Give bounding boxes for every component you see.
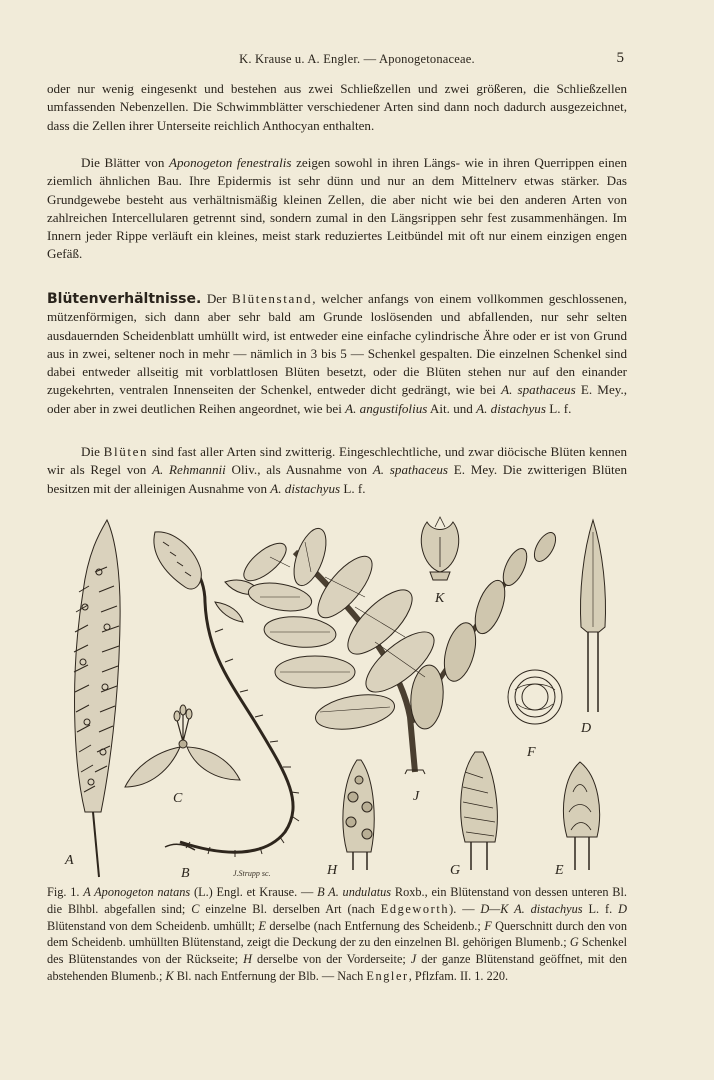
text-run: E. Mey., oder aber in zwei deutlichen Reihen angeordnet, wie bei: [47, 382, 627, 416]
species-name: Aponogeton natans: [90, 885, 191, 899]
figure-part-a: [74, 520, 120, 877]
text-run: (L.) Engl. et Krause. —: [190, 885, 318, 899]
author-name: Edgeworth: [380, 901, 450, 916]
text-run: Oliv., als Ausnahme von: [225, 462, 373, 478]
species-name: A. Rehmannii: [152, 462, 226, 478]
figure-label-a: A: [65, 853, 74, 868]
figure-label-c: C: [173, 791, 183, 806]
author-name: Engler: [366, 968, 409, 983]
caption-label: D: [618, 901, 627, 916]
text-run: Bl. nach Entfernung der Blb. — Nach: [173, 968, 367, 983]
text-run: L. f.: [545, 400, 572, 416]
paragraph-3: [47, 290, 627, 418]
species-name: Aponogeton fenestralis: [169, 155, 292, 170]
paragraph-4: [47, 443, 627, 498]
figure-label-f: F: [527, 745, 536, 760]
figure-label-k: K: [435, 591, 445, 606]
figure-part-f: [508, 670, 562, 724]
species-name: A. spathaceus: [372, 462, 448, 478]
caption-label: B: [317, 885, 325, 899]
caption-label: E: [258, 918, 266, 933]
figure-label-b: B: [181, 866, 190, 881]
figure-part-h: [343, 760, 374, 870]
figure-label-d: D: [581, 721, 592, 736]
spaced-term: Blütenstand: [232, 291, 313, 306]
figure-label-j: J: [413, 789, 420, 804]
text-run: Roxb., ein Blütenstand von dessen unteren Bl. die Blhbl. abgefallen sind;: [47, 885, 627, 916]
figure-part-k: [421, 517, 458, 580]
page-number: 5: [616, 50, 624, 66]
figure-label-e: E: [555, 863, 564, 878]
caption-label: D—K: [480, 901, 509, 916]
section-heading: Blütenverhältnisse.: [47, 291, 202, 307]
species-name: A. undulatus: [324, 885, 392, 899]
paragraph-1-text: oder nur wenig eingesenkt und bestehen aus zwei Schließzellen und zwei größeren, die Schließzellen umfassenden Nebenzellen. Die Schwimmblätter verschiedener Arten sind dann noch dadurch ausgezeichnet, dass die Zellen ihrer Unterseite reichlich Anthocyan enthalten.: [47, 81, 627, 133]
text-run: Querschnitt durch den von dem Scheidenb. umhüllten Blütenstand, zeigt die Deckung der zu den einzelnen Bl. gehörigen Blumenb.;: [47, 918, 627, 950]
species-name: A. distachyus: [270, 480, 341, 496]
figure-part-g: [461, 752, 498, 870]
text-run: L. f.: [582, 901, 619, 916]
text-run: der ganze Blütenstand geöffnet, mit den abstehenden Blumenb.;: [47, 952, 627, 983]
species-name: A. distachyus: [508, 901, 583, 916]
text-run: , welcher anfangs von einem vollkommen geschlossenen, mützenförmigen, sich dann aber sehr bald am Grunde loslösenden und abfallenden, nur sehr selten ausdauernden Scheidenblatt umhüllt wird, ist entweder eine einfache cylindrische Ähre oder er ist von Grund aus in zwei, seltener noch in mehr — nämlich in 3 bis 5 — Schenkel gespalten. Die einzelnen Schenkel sind dabei entweder allseitig mit vorblattlosen Blüten besetzt, oder die Blüten stehen nur auf den einander zugekehrten, ventralen Innenseiten der Schenkel, entweder dicht gedrängt, wie bei: [47, 291, 627, 398]
caption-label: H: [243, 952, 253, 967]
species-name: A. spathaceus: [501, 382, 576, 398]
spaced-term: Blüten: [103, 444, 149, 459]
text-run: ). —: [449, 901, 481, 916]
text-run: Der: [201, 291, 233, 306]
figure-caption: [47, 884, 627, 985]
caption-label: A: [83, 885, 91, 899]
caption-label: G: [569, 935, 579, 950]
figure-part-j: [238, 524, 560, 774]
text-run: derselbe von der Vorderseite;: [252, 952, 411, 967]
text-run: Die Blätter von: [81, 155, 170, 170]
figure-illustration: [55, 512, 615, 882]
species-name: A. angustifolius: [345, 400, 428, 416]
caption-label: C: [191, 901, 200, 916]
paragraph-1: [47, 80, 627, 135]
text-run: Ait. und: [427, 400, 477, 416]
text-run: Die: [81, 444, 104, 459]
text-run: sind fast aller Arten sind zwitterig. Eingeschlechtliche, und zwar diöcische Blüten kennen wir als Regel von: [47, 444, 627, 478]
caption-label: F: [484, 918, 492, 933]
caption-label: K: [165, 968, 174, 983]
text-run: einzelne Bl. derselben Art (nach: [199, 901, 381, 916]
figure-number: Fig. 1.: [47, 885, 84, 899]
text-run: Schenkel des Blütenstandes von der Rückseite;: [47, 935, 627, 967]
caption-label: J: [410, 952, 417, 967]
figure-part-b: [154, 532, 299, 857]
figure-label-g: G: [450, 863, 461, 878]
text-run: E. Mey. Die zwitterigen Blüten besitzen mit der alleinigen Ausnahme von: [47, 462, 628, 496]
species-name: A. distachyus: [476, 400, 546, 416]
text-run: derselbe (nach Entfernung des Scheidenb.;: [265, 918, 485, 933]
botanical-figure: [55, 512, 615, 882]
engraver-signature: J.Strupp sc.: [233, 869, 271, 878]
figure-part-e: [563, 762, 599, 870]
figure-label-h: H: [327, 863, 338, 878]
running-head: K. Krause u. A. Engler. — Aponogetonaceae.: [239, 52, 475, 66]
text-run: Blütenstand von dem Scheidenb. umhüllt;: [47, 918, 259, 933]
figure-part-d: [581, 520, 606, 712]
paragraph-2: [47, 154, 627, 264]
text-run: , Pflzfam. II. 1. 220.: [408, 968, 509, 983]
figure-part-c: [125, 705, 240, 787]
text-run: L. f.: [340, 480, 366, 496]
text-run: zeigen sowohl in ihren Längs- wie in ihren Querrippen einen ziemlich ähnlichen Bau. Ihre Epidermis ist sehr dünn und nur an dem Mittelnerv etwas stärker. Das Grundgewebe besteht aus verhältnismäßig kleinen Zellen, die aber nicht wie bei den anderen Arten von zahlreichen Intercellularen getrennt sind, sondern zumal in den Längsrippen sehr fest zusammenhängen. Im Innern jeder Rippe verläuft ein kleines, meist stark reduziertes Leitbündel mit oft nur einem einzigen engen Gefäß.: [47, 155, 628, 262]
